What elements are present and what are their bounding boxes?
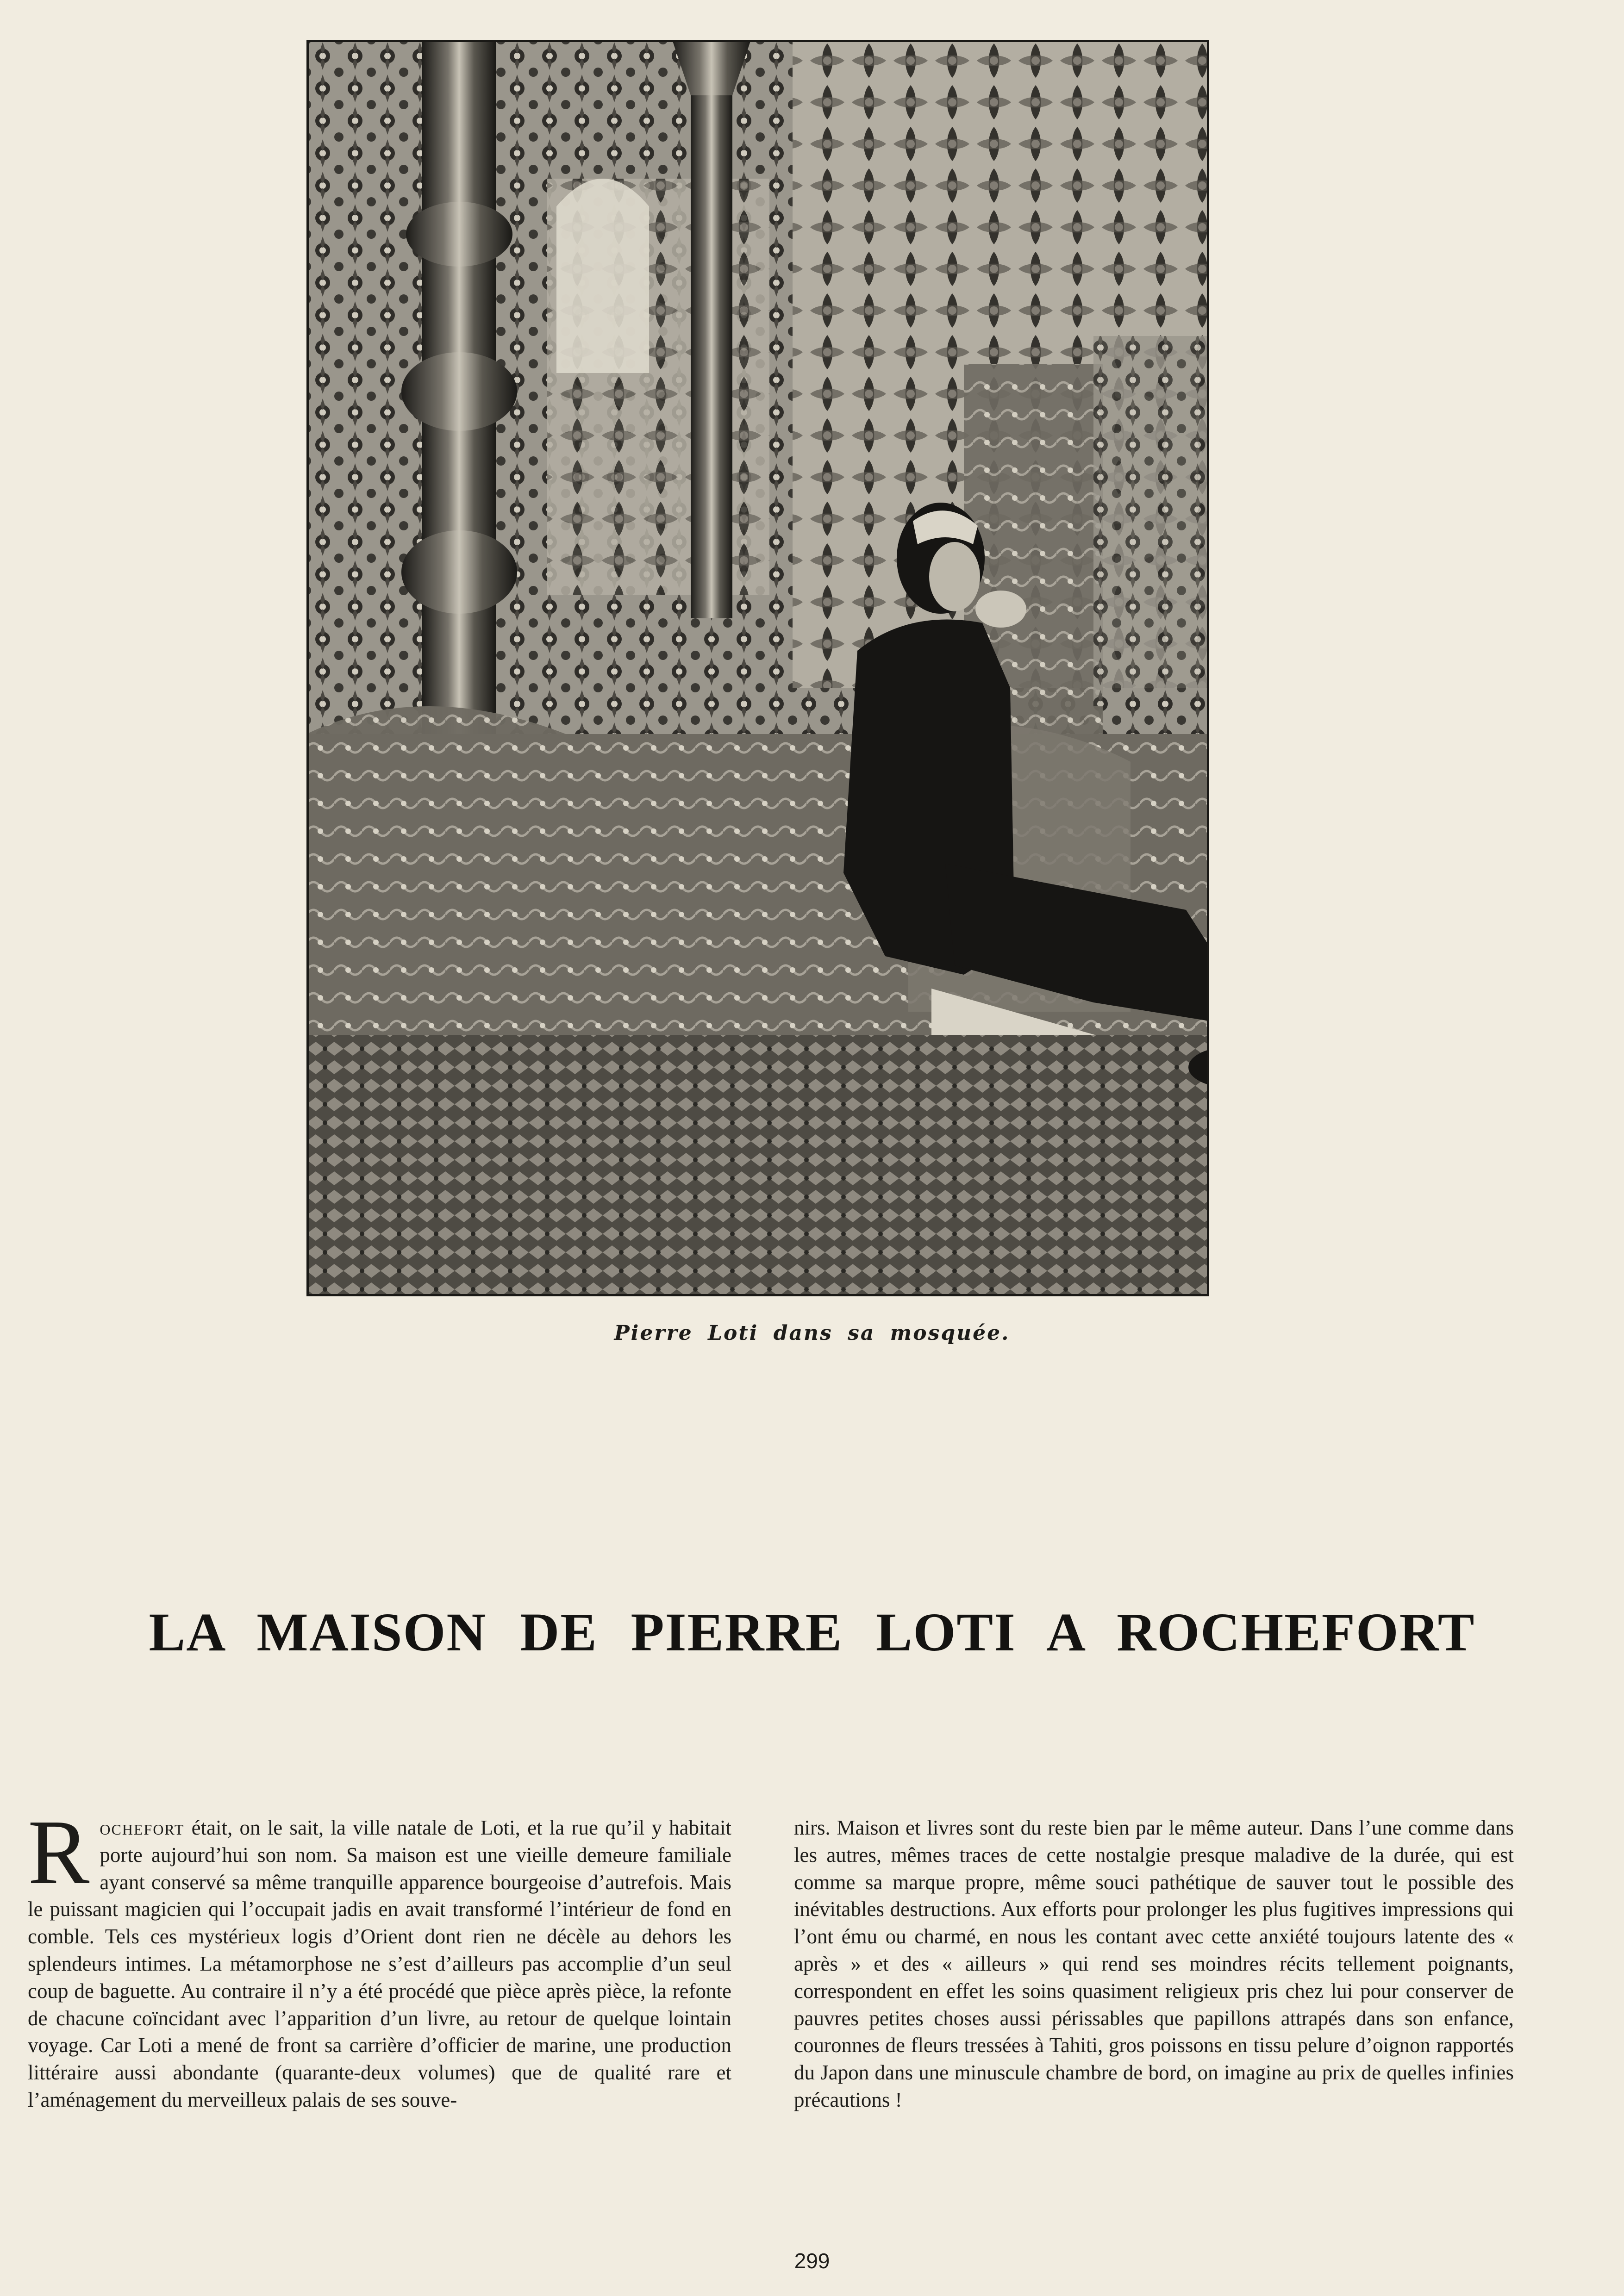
right-column-text: nirs. Maison et livres sont du reste bien par le même auteur. Dans l’une comme dans les autres, mêmes traces de cette nostalgie presque maladive de la durée, qui est comme sa marque propre, même souci pathétique de sauver tout le possible des inévitables destructions. Aux efforts pour prolonger les plus fugitives impressions qui l’ont ému ou charmé, en nous les contant avec cette anxiété toujours latente des « après » et des « ailleurs » qui rend ses moindres récits tellement poignants, correspondent en effet les soins quasiment religieux pris chez lui pour conserver de pauvres petites choses aussi périssables que papillons attrapés dans son enfance, couronnes de fleurs tressées à Tahiti, gros poissons en tissu pelure d’oignon rapportés du Japon dans une minuscule chambre de bord, on imagine au prix de quelles infinies précautions ! [794,1816,1514,2111]
article-title: LA MAISON DE PIERRE LOTI A ROCHEFORT [149,1602,1475,1663]
article-column-left [28,1801,731,2114]
lead-smallcaps: ochefort [100,1816,185,1839]
photograph [306,40,1209,1296]
photo-illustration [306,40,1209,1296]
drop-cap: R [28,1801,90,1904]
photo-caption: Pierre Loti dans sa mosquée. [614,1321,1010,1345]
article-column-right [794,1814,1514,2114]
left-column-text: était, on le sait, la ville natale de Loti, et la rue qu’il y habitait porte aujourd’hui son nom. Sa maison est une vieille demeure familiale ayant conservé sa même tranquille apparence bourgeoise d’autrefois. Mais le puissant magicien qui l’occupait jadis en avait transformé l’intérieur de fond en comble. Tels ces mystérieux logis d’Orient dont rien ne décèle au dehors les splendeurs intimes. La métamorphose ne s’est d’ailleurs pas accomplie d’un seul coup de baguette. Au contraire il n’y a été procédé que pièce après pièce, la refonte de chacune coïncidant avec l’apparition d’un livre, au retour de quelque lointain voyage. Car Loti a mené de front sa carrière d’officier de marine, une production littéraire aussi abondante (quarante-deux volumes) que de qualité rare et l’aménagement du merveilleux palais de ses souve- [28,1816,731,2111]
page-number: 299 [794,2249,830,2273]
